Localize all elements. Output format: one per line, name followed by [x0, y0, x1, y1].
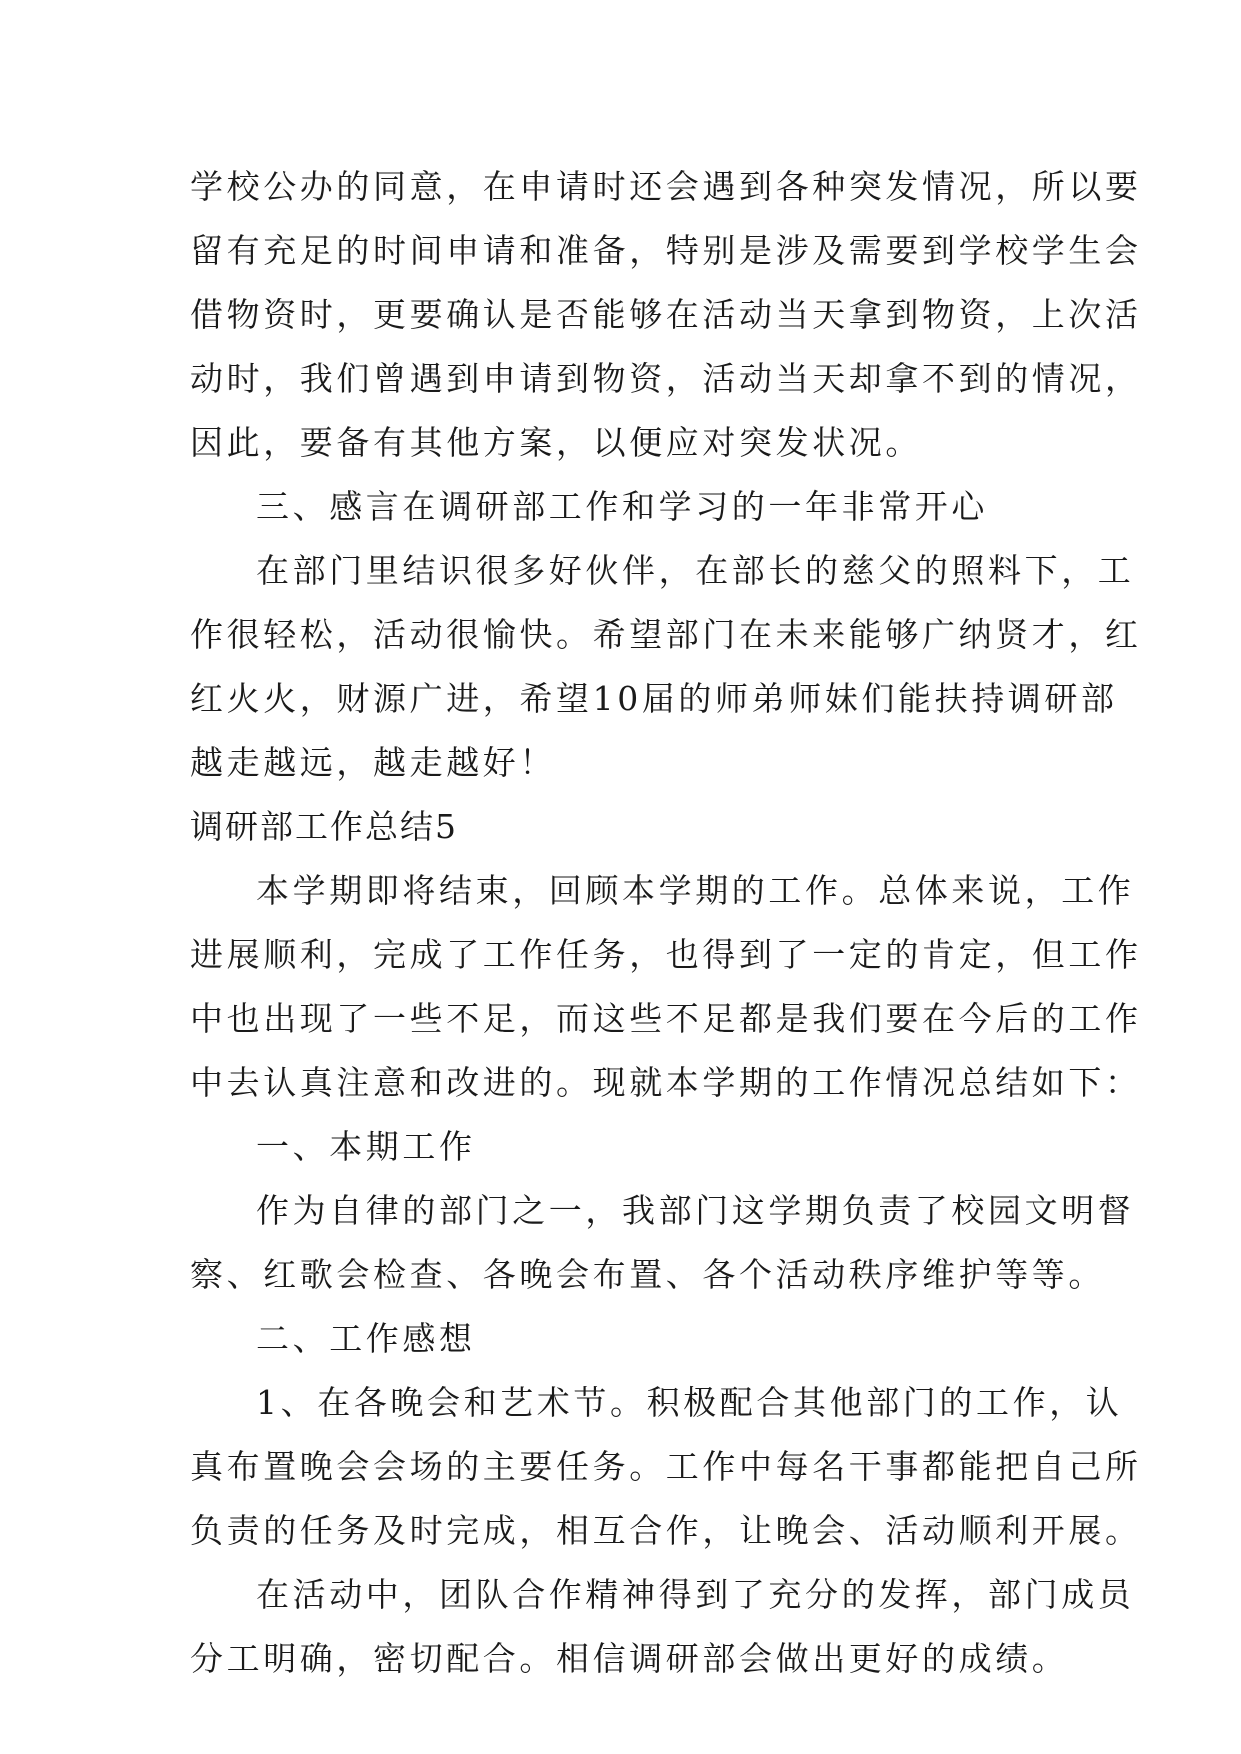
- paragraph-start: 作为自律的部门之一，我部门这学期负责了校园文明督: [256, 1191, 1135, 1230]
- text-line: 越走越远，越走越好！: [190, 743, 556, 782]
- paragraph-start: 在活动中，团队合作精神得到了充分的发挥，部门成员: [256, 1575, 1135, 1614]
- text-line: 借物资时，更要确认是否能够在活动当天拿到物资，上次活: [190, 295, 1142, 334]
- text-line: 中去认真注意和改进的。现就本学期的工作情况总结如下：: [190, 1063, 1142, 1102]
- paragraph-start: 本学期即将结束，回顾本学期的工作。总体来说，工作: [256, 871, 1135, 910]
- paragraph-start: 1、在各晚会和艺术节。积极配合其他部门的工作，认: [256, 1383, 1123, 1422]
- text-line: 作很轻松，活动很愉快。希望部门在未来能够广纳贤才，红: [190, 615, 1142, 654]
- section-heading: 一、本期工作: [256, 1127, 476, 1166]
- section-heading: 三、感言在调研部工作和学习的一年非常开心: [256, 487, 988, 526]
- text-line: 中也出现了一些不足，而这些不足都是我们要在今后的工作: [190, 999, 1142, 1038]
- document-page: [190, 155, 1142, 1691]
- text-line: 动时，我们曾遇到申请到物资，活动当天却拿不到的情况，: [190, 359, 1142, 398]
- text-line: 因此，要备有其他方案，以便应对突发状况。: [190, 423, 922, 462]
- text-line: 分工明确，密切配合。相信调研部会做出更好的成绩。: [190, 1639, 1069, 1678]
- text-line: 学校公办的同意，在申请时还会遇到各种突发情况，所以要: [190, 167, 1142, 206]
- text-line: 察、红歌会检查、各晚会布置、各个活动秩序维护等等。: [190, 1255, 1105, 1294]
- document-title: 调研部工作总结5: [190, 807, 458, 846]
- text-line: 进展顺利，完成了工作任务，也得到了一定的肯定，但工作: [190, 935, 1142, 974]
- paragraph-start: 在部门里结识很多好伙伴，在部长的慈父的照料下，工: [256, 551, 1135, 590]
- text-line: 负责的任务及时完成，相互合作，让晚会、活动顺利开展。: [190, 1511, 1142, 1550]
- text-line: 真布置晚会会场的主要任务。工作中每名干事都能把自己所: [190, 1447, 1142, 1486]
- text-line: 留有充足的时间申请和准备，特别是涉及需要到学校学生会: [190, 231, 1142, 270]
- text-line: 红火火，财源广进，希望10届的师弟师妹们能扶持调研部: [190, 679, 1118, 718]
- section-heading: 二、工作感想: [256, 1319, 476, 1358]
